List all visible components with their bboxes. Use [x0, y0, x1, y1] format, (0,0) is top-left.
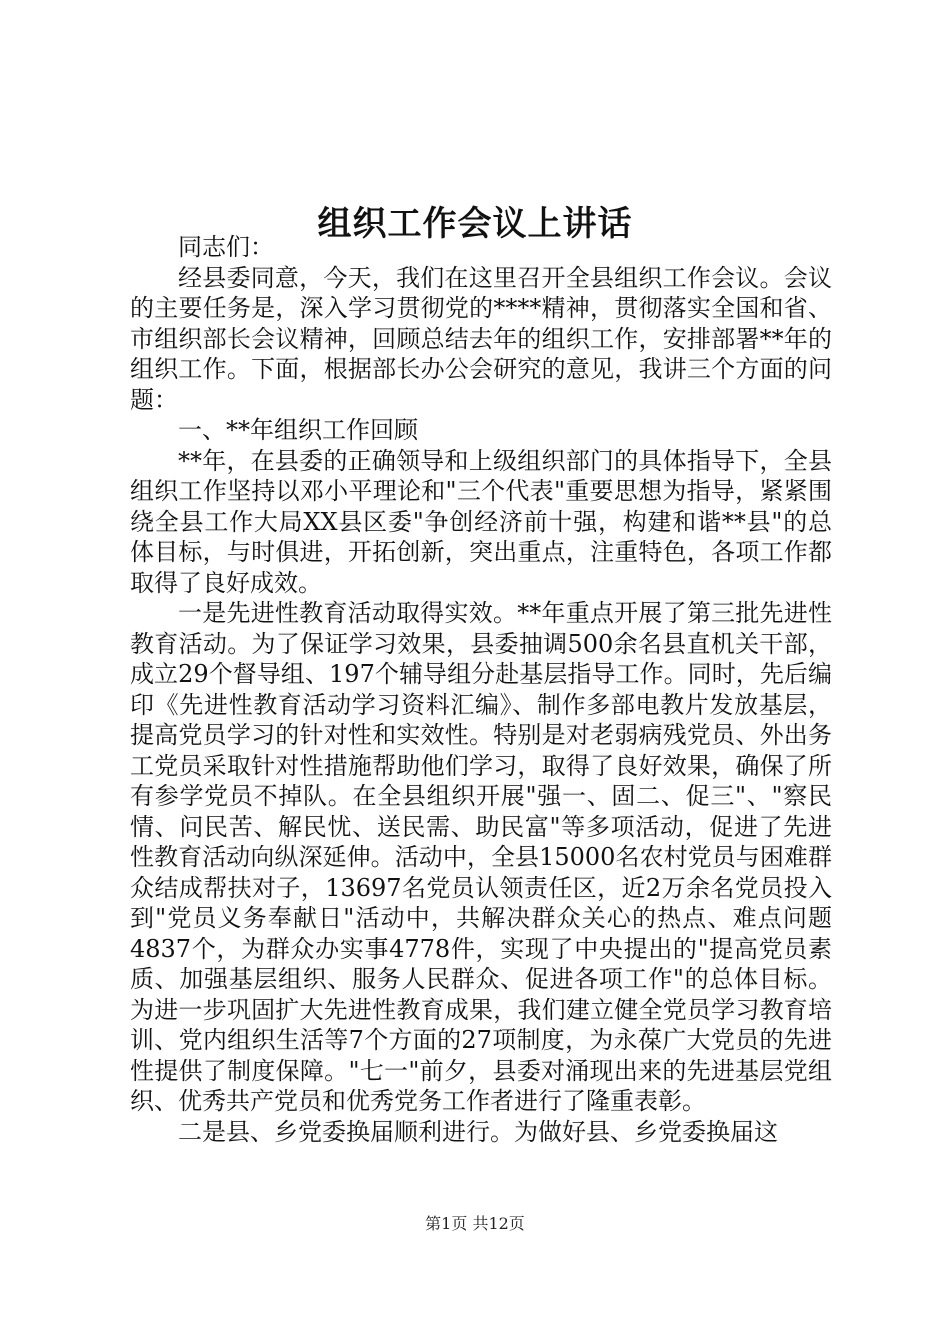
document-body — [130, 232, 832, 1147]
section-heading: 一、**年组织工作回顾 — [178, 416, 418, 444]
page-footer: 第1页 共12页 — [425, 1214, 525, 1233]
body-paragraph: 经县委同意，今天，我们在这里召开全县组织工作会议。会议的主要任务是，深入学习贯彻党的****精神，贯彻落实全国和省、市组织部长会议精神，回顾总结去年的组织工作，安排部署**年的组织工作。下面，根据部长办公会研究的意见，我讲三个方面的问题： — [130, 263, 832, 414]
salutation: 同志们： — [178, 233, 274, 261]
body-paragraph: 一是先进性教育活动取得实效。**年重点开展了第三批先进性教育活动。为了保证学习效果，县委抽调500余名县直机关干部，成立29个督导组、197个辅导组分赴基层指导工作。同时，先后编印《先进性教育活动学习资料汇编》、制作多部电教片发放基层，提高党员学习的针对性和实效性。特别是对老弱病残党员、外出务工党员采取针对性措施帮助他们学习，取得了良好效果，确保了所有参学党员不掉队。在全县组织开展"强一、固二、促三"、"察民情、问民苦、解民忧、送民需、助民富"等多项活动，促进了先进性教育活动向纵深延伸。活动中，全县15000名农村党员与困难群众结成帮扶对子，13697名党员认领责任区，近2万余名党员投入到"党员义务奉献日"活动中，共解决群众关心的热点、难点问题4837个，为群众办实事4778件，实现了中央提出的"提高党员素质、加强基层组织、服务人民群众、促进各项工作"的总体目标。为进一步巩固扩大先进性教育成果，我们建立健全党员学习教育培训、党内组织生活等7个方面的27项制度，为永葆广大党员的先进性提供了制度保障。"七一"前夕，县委对涌现出来的先进基层党组织、优秀共产党员和优秀党务工作者进行了隆重表彰。 — [130, 599, 832, 1115]
document-title: 组织工作会议上讲话 — [317, 203, 633, 244]
body-paragraph: **年，在县委的正确领导和上级组织部门的具体指导下，全县组织工作坚持以邓小平理论和"三个代表"重要思想为指导，紧紧围绕全县工作大局XX县区委"争创经济前十强，构建和谐**县"的总体目标，与时俱进，开拓创新，突出重点，注重特色，各项工作都取得了良好成效。 — [130, 446, 832, 597]
body-paragraph: 二是县、乡党委换届顺利进行。为做好县、乡党委换届这 — [178, 1117, 778, 1146]
